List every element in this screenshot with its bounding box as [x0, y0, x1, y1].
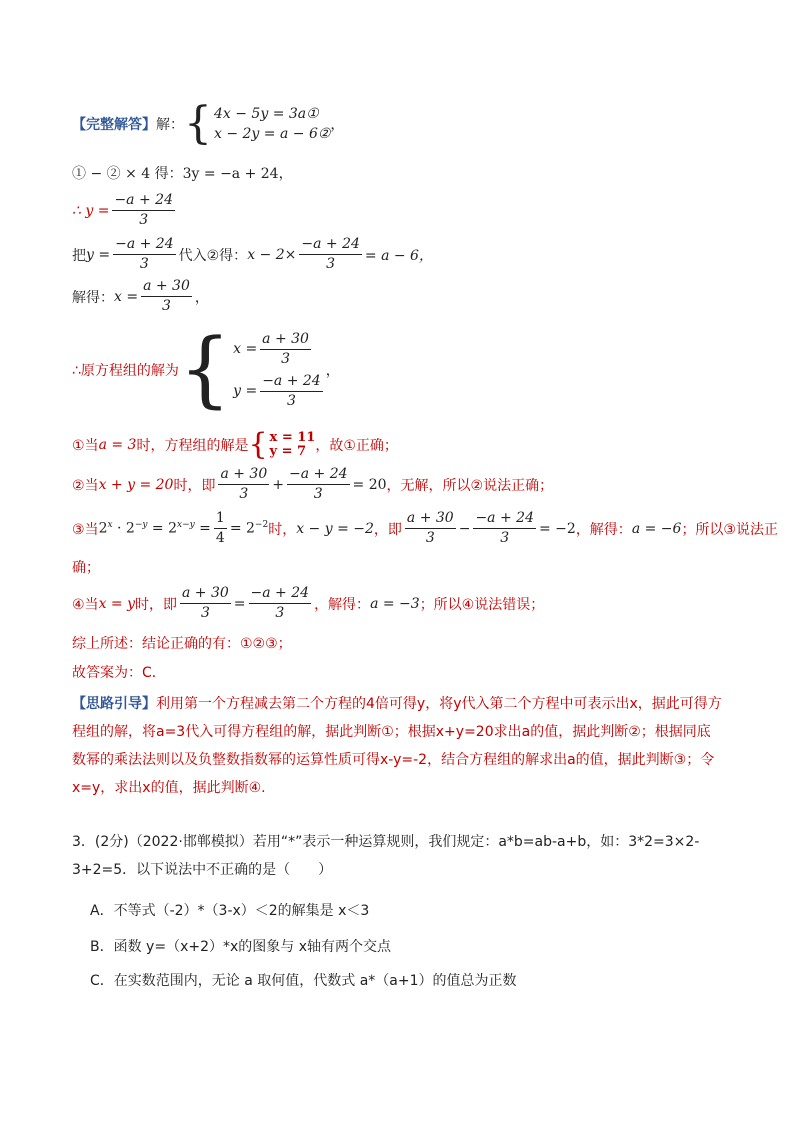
- equation-system: [214, 104, 330, 144]
- fraction-denominator: 3: [275, 605, 285, 621]
- case-1-d: ，故①正确；: [315, 438, 398, 454]
- hint-text: 利用第一个方程减去第二个方程的4倍可得y，将y代入第二个方程中可表示出x，据此可得方程组的解，将a=3代入可得方程组的解，据此判断①；根据x+y=20求出a的值，据此判断②；根据同底数幂的乘法法则以及负整数指数幂的运算性质可得x-y=-2，结合方程组的解求出a的值，据此判断③；令x=y，求出x的值，据此判断④.: [72, 696, 722, 796]
- step-5-prefix: ∴原方程组的解为: [72, 363, 179, 379]
- case-3-k: ，解得：: [575, 521, 632, 538]
- option-a: [90, 900, 369, 920]
- case-3-b: 2: [98, 520, 108, 537]
- case-4-c: 时，即: [135, 596, 177, 613]
- fraction-numerator: −a + 24: [113, 236, 176, 255]
- case-2: ②当 x + y = 20 时，即 $\frac{a + 30}{3}$ + $\frac{-a + 24}{3}$ = 20 ，无解，所以②说法正确；: [72, 466, 554, 502]
- case-1-system: [270, 431, 316, 459]
- case-3-cont-text: 确；: [72, 560, 100, 576]
- fraction-numerator: a + 30: [141, 278, 192, 297]
- case-3-cont: [72, 557, 100, 577]
- fraction-denominator: 3: [162, 298, 171, 314]
- fraction-denominator: 3: [200, 605, 210, 621]
- case-3-c-sup: −y: [134, 520, 148, 531]
- fraction-numerator: a + 30: [180, 585, 231, 604]
- case-1-y: y = 7: [269, 444, 307, 459]
- solution-y-label: y =: [233, 383, 258, 399]
- fraction-numerator: −a + 24: [473, 510, 536, 529]
- solution-brace: {: [178, 322, 232, 417]
- fraction-numerator: a + 30: [218, 466, 269, 485]
- case-1-b: a = 3: [98, 437, 137, 453]
- fraction: [260, 373, 323, 410]
- fraction-denominator: 3: [500, 530, 510, 546]
- option-c-text: C．在实数范围内，无论 a 取何值，代数式 a*（a+1）的值总为正数: [90, 973, 517, 989]
- step-4-x: x =: [114, 288, 139, 305]
- case-3-h: x − y = −2: [296, 520, 374, 537]
- case-1-a: ①当: [72, 438, 99, 454]
- fraction: [299, 236, 362, 273]
- solution-header: [72, 98, 345, 149]
- case-1: [72, 427, 398, 462]
- case-4-d: =: [233, 595, 246, 612]
- fraction-denominator: 3: [139, 212, 149, 228]
- case-3-e: =: [194, 520, 211, 537]
- case-3-a: ③当: [72, 521, 99, 538]
- fraction-denominator: 3: [281, 350, 291, 367]
- fraction-denominator: 3: [139, 256, 149, 272]
- case-3: ③当 $2^x \cdot 2^{-y} = 2^{x-y}$ = $\frac{1}{4}$ = $2^{-2}$ 时， x − y = −2 ，即 $\frac{a + 30}{3}$ − $\frac{-a + 24}{3}$ = −2 ，解得： a = −6 ；所以③说法正: [72, 510, 778, 546]
- case-4: [72, 585, 544, 622]
- step-1: [72, 163, 293, 183]
- question-3-stem: [72, 828, 724, 884]
- fraction: [473, 510, 536, 547]
- fraction-denominator: 3: [286, 392, 296, 409]
- case-2-e: ，无解，所以②说法正确；: [386, 477, 554, 494]
- solution-label: 【完整解答】: [72, 117, 156, 133]
- case-3-d-sup: x−y: [177, 520, 195, 531]
- step-4: [72, 278, 209, 315]
- fraction-numerator: −a + 24: [299, 236, 362, 255]
- system-brace: {: [184, 98, 212, 149]
- case-2-a: ②当: [72, 477, 99, 494]
- case-3-g: 时，: [268, 521, 297, 538]
- step-2-prefix: ∴ y =: [72, 202, 110, 219]
- system-eq1: 4x − 5y = 3a①: [214, 106, 319, 122]
- fraction-denominator: 3: [326, 256, 336, 272]
- fraction: [180, 585, 231, 622]
- case-4-a: ④当: [72, 596, 99, 613]
- fraction: [260, 331, 311, 368]
- question-3-text: 3．(2分)（2022·邯郸模拟）若用“*”表示一种运算规则，我们规定：a*b=ab-a+b，如：3*2=3×2-3+2=5．以下说法中不正确的是（ ）: [72, 834, 700, 878]
- fraction-denominator: 3: [425, 530, 435, 546]
- step-4-end: ，: [194, 289, 209, 306]
- fraction: [141, 278, 192, 315]
- fraction: [405, 510, 456, 547]
- case-4-g: ；所以④说法错误；: [419, 596, 545, 613]
- system-eq2: x − 2y = a − 6②: [214, 126, 331, 142]
- case-3-m: ；所以③说法正: [681, 521, 778, 538]
- fraction: [112, 192, 175, 229]
- fraction: [287, 466, 350, 503]
- comma: ，: [325, 363, 340, 379]
- step-3-y: y =: [86, 246, 111, 263]
- option-b: [90, 936, 391, 956]
- case-4-f: a = −3: [370, 595, 420, 612]
- answer: [72, 662, 166, 682]
- fraction: [249, 585, 312, 622]
- solution-system: [233, 328, 326, 412]
- step-3-expr: x − 2×: [247, 246, 297, 263]
- step-4-prefix: 解得：: [72, 289, 114, 306]
- step-3-prefix: 把: [72, 247, 86, 264]
- option-a-text: A．不等式（-2）*（3-x）＜2的解集是 x＜3: [90, 903, 370, 919]
- step-5: [72, 322, 340, 417]
- fraction-denominator: 3: [239, 486, 249, 502]
- step-3-mid: 代入②得：: [178, 247, 248, 264]
- fraction-numerator: −a + 24: [287, 466, 350, 485]
- case-3-b-sup: x: [107, 520, 113, 531]
- fraction-numerator: −a + 24: [260, 373, 323, 392]
- fraction-numerator: a + 30: [405, 510, 456, 529]
- summary: [72, 633, 292, 653]
- case-1-c: 时，方程组的解是: [136, 438, 249, 454]
- case-3-i: ，即: [373, 521, 402, 538]
- case-1-x: x = 11: [269, 430, 316, 445]
- case-1-brace: {: [248, 427, 268, 462]
- case-3-d: = 2: [147, 520, 178, 537]
- case-2-d: = 20: [352, 476, 387, 493]
- fraction-numerator: a + 30: [260, 331, 311, 350]
- solution-x-label: x =: [233, 341, 258, 357]
- step-3: [72, 236, 433, 273]
- fraction-numerator: 1: [214, 510, 227, 529]
- case-3-j: = −2: [538, 520, 576, 537]
- case-4-b: x = y: [98, 595, 135, 612]
- jie-text: 解：: [156, 117, 184, 133]
- step-1-text: ① − ② × 4 得：3y = −a + 24，: [72, 166, 293, 182]
- option-b-text: B．函数 y=（x+2）*x的图象与 x轴有两个交点: [90, 939, 392, 955]
- fraction-denominator: 4: [215, 530, 225, 546]
- summary-text: 综上所述：结论正确的有：①②③；: [72, 636, 292, 652]
- case-3-f-sup: −2: [254, 520, 269, 531]
- case-2-b: x + y = 20: [98, 476, 174, 493]
- hint-label: 【思路引导】: [72, 696, 156, 712]
- comma: ，: [330, 117, 345, 133]
- fraction-denominator: 3: [313, 486, 323, 502]
- option-c: [90, 970, 517, 990]
- fraction-numerator: −a + 24: [112, 192, 175, 211]
- fraction-numerator: −a + 24: [249, 585, 312, 604]
- case-4-e: ，解得：: [314, 596, 371, 613]
- answer-text: 故答案为：C．: [72, 665, 166, 681]
- fraction: [214, 510, 227, 547]
- case-3-l: a = −6: [631, 520, 682, 537]
- case-3-f: = 2: [229, 520, 255, 537]
- fraction: [218, 466, 269, 503]
- step-2: [72, 192, 178, 229]
- case-3-c: · 2: [112, 520, 135, 537]
- fraction: [113, 236, 176, 273]
- case-2-c: 时，即: [173, 477, 216, 494]
- step-3-end: = a − 6，: [364, 247, 433, 264]
- hint-paragraph: [72, 690, 724, 802]
